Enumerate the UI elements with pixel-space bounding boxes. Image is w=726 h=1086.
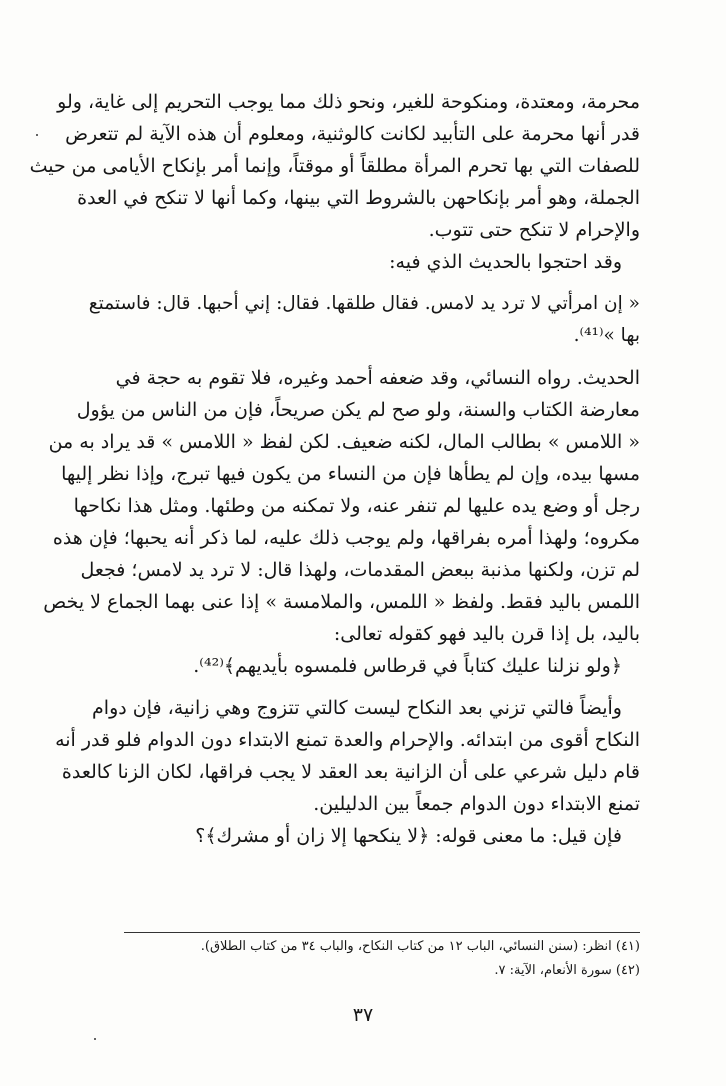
text-line: باليد، بل إذا قرن باليد فهو كقوله تعالى: bbox=[333, 623, 640, 645]
text-line: معارضة الكتاب والسنة، ولو صح لم يكن صريحاً، فإن من الناس من يؤول bbox=[76, 399, 640, 421]
text-line: لم تزن، ولكنها مذنبة ببعض المقدمات، ولهذا قال: لا ترد يد لامس؛ فجعل bbox=[80, 559, 640, 581]
text-line: قدر أنها محرمة على التأبيد لكانت كالوثنية، ومعلوم أن هذه الآية لم تتعرض bbox=[65, 123, 640, 145]
quote-line: بها »⁽⁴¹⁾. bbox=[573, 325, 640, 346]
text-line: مسها بيده، وإن لم يطأها فإن من النساء من يكون فيها تبرج، وإذا نظر إليها bbox=[61, 463, 640, 485]
text-line: النكاح أقوى من ابتدائه. والإحرام والعدة تمنع الابتداء دون الدوام فلو قدر أنه bbox=[55, 729, 640, 751]
paragraph-1 bbox=[29, 86, 640, 278]
footnote-rule bbox=[124, 932, 640, 933]
text-line: وقد احتجوا بالحديث الذي فيه: bbox=[389, 251, 622, 273]
page-number: ٣٧ bbox=[352, 1004, 374, 1026]
text-line: وأيضاً فالتي تزني بعد النكاح ليست كالتي تتزوج وهي زانية، فإن دوام bbox=[92, 697, 622, 719]
text-line: قام دليل شرعي على أن الزانية بعد العقد لا يجب فراقها، لكان الزنا كالعدة bbox=[61, 761, 640, 783]
text-line: « اللامس » بطالب المال، لكنه ضعيف. لكن لفظ « اللامس » قد يراد به من bbox=[48, 431, 640, 453]
text-line: للصفات التي بها تحرم المرأة مطلقاً أو موقتاً، وإنما أمر بإنكاح الأيامى من حيث bbox=[29, 155, 640, 177]
text-line: والإحرام لا تنكح حتى تتوب. bbox=[428, 219, 640, 241]
paragraph-2 bbox=[43, 362, 640, 682]
footnote-41: (٤١) انظر: (سنن النسائي، الباب ١٢ من كتاب النكاح، والباب ٣٤ من كتاب الطلاق). bbox=[200, 939, 640, 954]
text-line: الجملة، وهو أمر بإنكاحهن بالشروط التي بينها، وكما أنها لا تنكح في العدة bbox=[77, 187, 640, 209]
text-line: فإن قيل: ما معنى قوله: ﴿لا ينكحها إلا زان أو مشرك﴾؟ bbox=[195, 825, 622, 847]
text-line: رجل أو وضع يده عليها لم تنفر عنه، ولا تمكنه من وطئها. ومثل هذا نكاحها bbox=[73, 495, 640, 517]
hadith-quote bbox=[88, 288, 640, 352]
text-line: تمنع الابتداء دون الدوام جمعاً بين الدليلين. bbox=[313, 793, 640, 815]
text-line: الحديث. رواه النسائي، وقد ضعفه أحمد وغيره، فلا تقوم به حجة في bbox=[115, 367, 640, 389]
quran-verse: ﴿ولو نزلنا عليك كتاباً في قرطاس فلمسوه بأيديهم﴾⁽⁴²⁾. bbox=[193, 655, 622, 677]
text-line: اللمس باليد فقط. ولفظ « اللمس، والملامسة » إذا عنى بهما الجماع لا يخص bbox=[43, 591, 640, 613]
quote-line: « إن امرأتي لا ترد يد لامس. فقال طلقها. فقال: إني أحبها. قال: فاستمتع bbox=[88, 293, 640, 314]
text-line: محرمة، ومعتدة، ومنكوحة للغير، ونحو ذلك مما يوجب التحريم إلى غاية، ولو bbox=[57, 91, 640, 113]
main-text bbox=[29, 86, 640, 852]
footnote-42: (٤٢) سورة الأنعام، الآية: ٧. bbox=[494, 963, 640, 978]
paper-speck bbox=[94, 1038, 96, 1040]
text-line: مكروه؛ ولهذا أمره بفراقها، ولم يوجب ذلك عليه، لما ذكر أنه يحبها؛ فإن هذه bbox=[52, 527, 640, 549]
paper-speck bbox=[36, 134, 38, 136]
paragraph-3 bbox=[55, 692, 640, 852]
